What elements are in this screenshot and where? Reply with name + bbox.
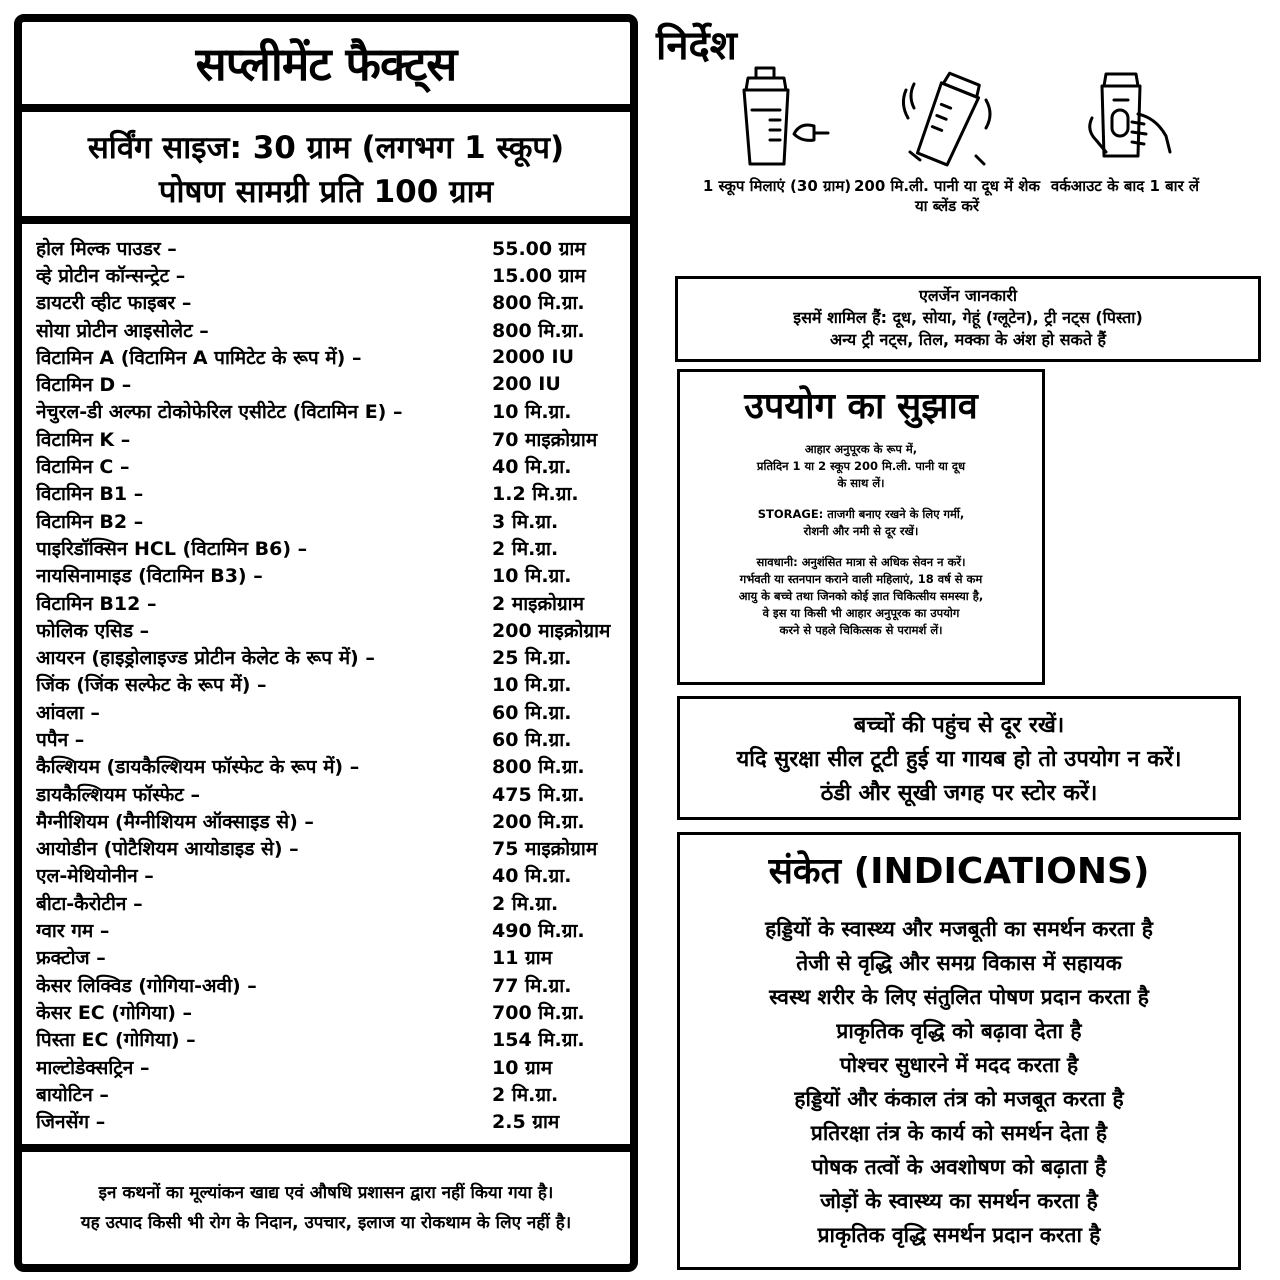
indication-item: हड्डियों के स्वास्थ्य और मजबूती का समर्थन करता है xyxy=(765,917,1153,941)
nutrient-name: सोया प्रोटीन आइसोलेट – xyxy=(36,319,209,342)
nutrient-value: 70 माइक्रोग्राम xyxy=(492,428,598,451)
nutrient-value: 200 IU xyxy=(492,373,561,396)
nutrient-value: 10 मि.ग्रा. xyxy=(492,401,572,424)
nutrient-row xyxy=(36,753,618,780)
nutrient-name: केसर EC (गोगिया) – xyxy=(36,1001,193,1024)
shaker-scoop-icon xyxy=(722,60,832,170)
nutrient-row xyxy=(36,698,618,725)
nutrient-value: 25 मि.ग्रा. xyxy=(492,647,572,670)
nutrient-value: 55.00 ग्राम xyxy=(492,237,586,260)
indication-item: प्रतिरक्षा तंत्र के कार्य को समर्थन देता है xyxy=(810,1121,1108,1145)
indication-item: तेजी से वृद्धि और समग्र विकास में सहायक xyxy=(796,951,1122,975)
nutrient-value: 2000 IU xyxy=(492,345,574,368)
nutrient-row xyxy=(36,780,618,807)
safety-line-1: बच्चों की पहुंच से दूर रखें। xyxy=(853,713,1065,738)
nutrient-row xyxy=(36,589,618,616)
nutrient-row xyxy=(36,289,618,316)
nutrient-value: 3 मि.ग्रा. xyxy=(492,510,559,533)
nutrient-value: 15.00 ग्राम xyxy=(492,264,586,287)
nutrient-name: केसर लिक्विड (गोगिया-अवी) – xyxy=(36,974,257,997)
suggested-use-title: उपयोग का सुझाव xyxy=(744,386,978,427)
allergen-may-contain: अन्य ट्री नट्स, तिल, मक्का के अंश हो सकते हैं xyxy=(829,330,1107,349)
nutrient-name: आयोडीन (पोटैशियम आयोडाइड से) – xyxy=(36,838,299,861)
nutrient-name: मैग्नीशियम (मैग्नीशियम ऑक्साइड से) – xyxy=(36,810,314,833)
nutrient-row xyxy=(36,343,618,370)
nutrient-name: बायोटिन – xyxy=(36,1083,109,1106)
nutrient-name: डायटरी व्हीट फाइबर – xyxy=(36,292,192,315)
safety-box xyxy=(677,696,1241,820)
nutrient-value: 700 मि.ग्रा. xyxy=(492,1001,585,1024)
disclaimer xyxy=(22,1144,630,1264)
nutrient-value: 2 मि.ग्रा. xyxy=(492,892,559,915)
nutrient-row xyxy=(36,862,618,889)
nutrient-row xyxy=(36,725,618,752)
nutrient-name: जिनसेंग – xyxy=(36,1111,106,1134)
nutrient-name: डायकैल्शियम फॉस्फेट – xyxy=(36,783,200,806)
nutrient-value: 200 मि.ग्रा. xyxy=(492,810,585,833)
nutrient-row xyxy=(36,562,618,589)
step-3-label: वर्कआउट के बाद 1 बार लें xyxy=(1050,177,1200,195)
directions-title: निर्देश xyxy=(656,23,737,69)
allergen-contains: इसमें शामिल हैं: दूध, सोया, गेहूं (ग्लूटेन), ट्री नट्स (पिस्ता) xyxy=(793,308,1143,327)
nutrient-row xyxy=(36,616,618,643)
direction-step-3 xyxy=(1030,60,1220,196)
nutrient-value: 40 मि.ग्रा. xyxy=(492,865,572,888)
nutrient-name: पिस्ता EC (गोगिया) – xyxy=(36,1029,196,1052)
nutrient-name: होल मिल्क पाउडर – xyxy=(36,237,177,260)
nutrient-row xyxy=(36,1108,618,1135)
direction-step-2 xyxy=(852,60,1042,216)
nutrient-name: पाइरिडॉक्सिन HCL (विटामिन B6) – xyxy=(36,537,308,560)
indications-box xyxy=(677,832,1241,1270)
nutrient-name: पपैन – xyxy=(36,728,85,751)
nutrient-name: व्हे प्रोटीन कॉन्सन्ट्रेट – xyxy=(36,264,186,287)
nutrient-row xyxy=(36,234,618,261)
indication-item: प्राकृतिक वृद्धि को बढ़ावा देता है xyxy=(836,1019,1082,1043)
facts-title: सप्लीमेंट फैक्ट्स xyxy=(22,22,630,112)
indication-item: पोषक तत्वों के अवशोषण को बढ़ाता है xyxy=(811,1155,1107,1179)
allergen-box xyxy=(675,276,1261,362)
nutrient-name: नायसिनामाइड (विटामिन B3) – xyxy=(36,565,263,588)
indications-title: संकेत (INDICATIONS) xyxy=(768,851,1150,892)
nutrient-row xyxy=(36,998,618,1025)
disclaimer-line-1: इन कथनों का मूल्यांकन खाद्य एवं औषधि प्रशासन द्वारा नहीं किया गया है। xyxy=(98,1183,554,1203)
nutrient-row xyxy=(36,971,618,998)
nutrient-value: 60 मि.ग्रा. xyxy=(492,728,572,751)
nutrient-row xyxy=(36,1053,618,1080)
nutrient-value: 60 मि.ग्रा. xyxy=(492,701,572,724)
indication-item: स्वस्थ शरीर के लिए संतुलित पोषण प्रदान करता है xyxy=(769,985,1149,1009)
safety-line-3: ठंडी और सूखी जगह पर स्टोर करें। xyxy=(820,781,1098,806)
nutrient-row xyxy=(36,944,618,971)
nutrient-list xyxy=(22,224,630,1135)
nutrient-value: 10 मि.ग्रा. xyxy=(492,674,572,697)
nutrient-value: 800 मि.ग्रा. xyxy=(492,319,585,342)
serving-info xyxy=(22,112,630,224)
suggested-use-text: आहार अनुपूरक के रूप में, प्रतिदिन 1 या 2 स्कूप 200 मि.ली. पानी या दूध के साथ लें। xyxy=(756,442,966,490)
nutrient-name: आयरन (हाइड्रोलाइज्ड प्रोटीन केलेट के रूप में) – xyxy=(36,647,375,670)
nutrient-row xyxy=(36,889,618,916)
nutrient-value: 475 मि.ग्रा. xyxy=(492,783,585,806)
allergen-title: एलर्जेन जानकारी xyxy=(918,286,1018,305)
nutrient-value: 40 मि.ग्रा. xyxy=(492,456,572,479)
nutrient-row xyxy=(36,1080,618,1107)
nutrient-row xyxy=(36,507,618,534)
nutrient-value: 2 मि.ग्रा. xyxy=(492,537,559,560)
hand-holding-bottle-icon xyxy=(1070,60,1180,170)
nutrient-row xyxy=(36,452,618,479)
nutrient-name: विटामिन K – xyxy=(36,428,131,451)
nutrient-row xyxy=(36,425,618,452)
nutrient-value: 1.2 मि.ग्रा. xyxy=(492,483,579,506)
nutrient-value: 2.5 ग्राम xyxy=(492,1111,560,1134)
nutrient-value: 800 मि.ग्रा. xyxy=(492,756,585,779)
nutrient-name: कैल्शियम (डायकैल्शियम फॉस्फेट के रूप में) – xyxy=(36,756,360,779)
supplement-facts-panel xyxy=(14,14,638,1272)
step-1-label: 1 स्कूप मिलाएं (30 ग्राम) xyxy=(702,177,852,195)
nutrient-row xyxy=(36,643,618,670)
nutrient-row xyxy=(36,398,618,425)
nutrient-value: 2 माइक्रोग्राम xyxy=(492,592,584,615)
safety-line-2: यदि सुरक्षा सील टूटी हुई या गायब हो तो उपयोग न करें। xyxy=(736,747,1182,772)
serving-size: सर्विंग साइज: 30 ग्राम (लगभग 1 स्कूप) xyxy=(87,130,565,166)
nutrient-name: फ्रक्टोज – xyxy=(36,947,106,970)
nutrient-row xyxy=(36,480,618,507)
nutrient-value: 200 माइक्रोग्राम xyxy=(492,619,611,642)
nutrient-name: विटामिन B1 – xyxy=(36,483,144,506)
nutrient-value: 800 मि.ग्रा. xyxy=(492,292,585,315)
suggested-use-box xyxy=(677,369,1045,685)
nutrient-value: 2 मि.ग्रा. xyxy=(492,1083,559,1106)
nutrient-value: 10 मि.ग्रा. xyxy=(492,565,572,588)
nutrient-name: बीटा-कैरोटीन – xyxy=(36,892,143,915)
nutrient-row xyxy=(36,261,618,288)
nutrient-name: विटामिन D – xyxy=(36,374,132,397)
nutrient-name: नेचुरल-डी अल्फा टोकोफेरिल एसीटेट (विटामिन E) – xyxy=(36,401,403,424)
indication-item: हड्डियों और कंकाल तंत्र को मजबूत करता है xyxy=(794,1087,1124,1111)
step-2-label: 200 मि.ली. पानी या दूध में शेक या ब्लेंड करें xyxy=(853,177,1041,215)
nutrient-name: विटामिन A (विटामिन A पामिटेट के रूप में) – xyxy=(36,346,362,369)
nutrient-row xyxy=(36,316,618,343)
nutrition-per-100g: पोषण सामग्री प्रति 100 ग्राम xyxy=(158,174,494,210)
caution-text: सावधानी: अनुशंसित मात्रा से अधिक सेवन न करें। गर्भवती या स्तनपान कराने वाली महिलाएं, 18 वर्ष से कम आयु के बच्चे तथा जिनको कोई ज्ञात चिकित्सीय समस्या है, वे इस या किसी भी आहार अनुपूरक का उपयोग करने से पहले चिकित्सक से परामर्श लें। xyxy=(738,555,984,637)
nutrient-name: आंवला – xyxy=(36,701,100,724)
nutrient-row xyxy=(36,916,618,943)
nutrient-value: 10 ग्राम xyxy=(492,1056,553,1079)
nutrient-row xyxy=(36,835,618,862)
indication-item: प्राकृतिक वृद्धि समर्थन प्रदान करता है xyxy=(817,1223,1101,1247)
nutrient-name: फोलिक एसिड – xyxy=(36,619,150,642)
nutrient-row xyxy=(36,671,618,698)
nutrient-value: 11 ग्राम xyxy=(492,947,553,970)
nutrient-name: ग्वार गम – xyxy=(36,920,110,943)
nutrient-value: 77 मि.ग्रा. xyxy=(492,974,572,997)
shaking-bottle-icon xyxy=(892,60,1002,170)
indication-item: पोश्चर सुधारने में मदद करता है xyxy=(839,1053,1079,1077)
indication-item: जोड़ों के स्वास्थ्य का समर्थन करता है xyxy=(820,1189,1098,1213)
nutrient-row xyxy=(36,534,618,561)
nutrient-row xyxy=(36,370,618,397)
nutrient-value: 154 मि.ग्रा. xyxy=(492,1029,585,1052)
nutrient-value: 490 मि.ग्रा. xyxy=(492,920,585,943)
direction-step-1 xyxy=(682,60,872,196)
nutrient-name: विटामिन B2 – xyxy=(36,510,144,533)
disclaimer-line-2: यह उत्पाद किसी भी रोग के निदान, उपचार, इलाज या रोकथाम के लिए नहीं है। xyxy=(80,1213,572,1233)
nutrient-value: 75 माइक्रोग्राम xyxy=(492,838,598,861)
nutrient-name: विटामिन C – xyxy=(36,456,130,479)
nutrient-row xyxy=(36,807,618,834)
nutrient-name: जिंक (जिंक सल्फेट के रूप में) – xyxy=(36,674,267,697)
nutrient-name: विटामिन B12 – xyxy=(36,592,157,615)
nutrient-row xyxy=(36,1026,618,1053)
storage-text: STORAGE: ताजगी बनाए रखने के लिए गर्मी, रोशनी और नमी से दूर रखें। xyxy=(757,507,965,538)
nutrient-name: एल-मेथियोनीन – xyxy=(36,865,154,888)
nutrient-name: माल्टोडेक्सट्रिन – xyxy=(36,1056,150,1079)
